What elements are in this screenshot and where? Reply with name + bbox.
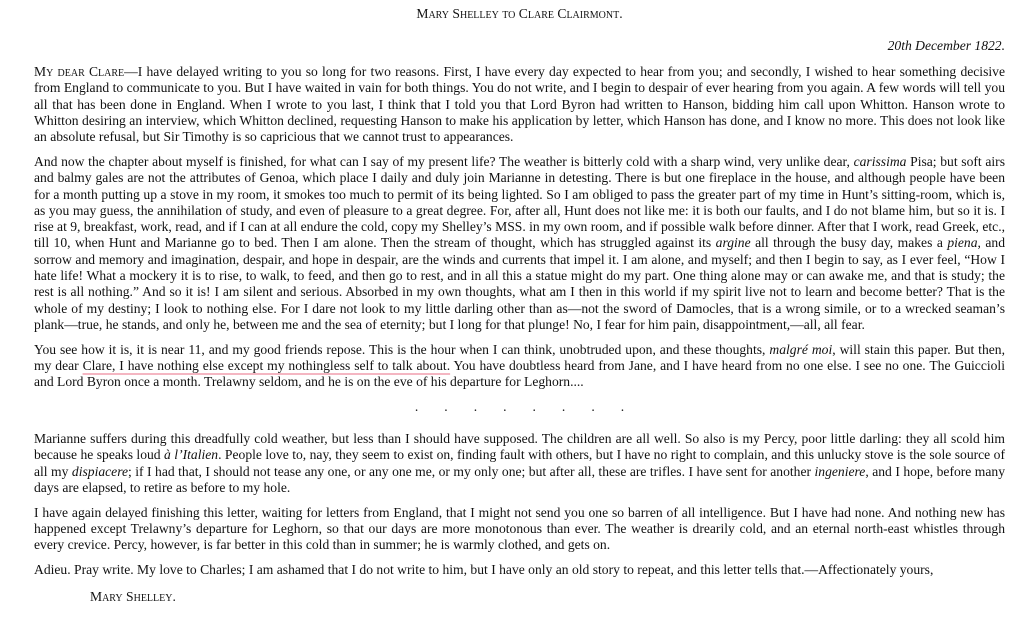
paragraph [34,154,1005,333]
highlighted-text: Clare, I have nothing else except my nothingless self to talk about. [82,358,451,374]
paragraph [34,505,1005,554]
text-run: You see how it is, it is near 11, and my good friends repose. This is the hour when I can think, unobtruded upon, and these thoughts, [34,341,770,357]
text-run: all through the busy day, makes a [750,235,948,251]
separator-dot: . [591,399,595,415]
text-run: You have doubtless heard from Jane, and I have heard from no one else. I see no one. The Guiccioli and Lord Byron once a month. Trelawny seldom, and he is on the eve of his departure for Leghorn.... [34,358,1005,390]
paragraph [34,342,1005,391]
text-run: Pisa; but soft airs and balmy gales are not the attributes of Genoa, which place I daily and duly join Marianne in detesting. There is but one fireplace in the house, and although people have been for a month putting up a stove in my room, it smokes too much to permit of its being lighted. So I am obliged to pass the greater part of my time in Hunt’s sitting-room, which is, as you may guess, the annihilation of study, and even of pleasure to a great degree. For, after all, Hunt does not like me: it is both our faults, and I do not blame him, but so it is. I rise at 9, breakfast, work, read, and if I can at all endure the cold, copy my Shelley’s MSS. in my own room, and if possible walk before dinner. After that I work, read Greek, etc., till 10, when Hunt and Marianne go to bed. Then I am alone. Then the stream of thought, which has struggled against its [34,153,1005,251]
text-run: Adieu. Pray write. My love to Charles; I am ashamed that I do not write to him, but I have only an old story to repeat, and this letter tells that.—Affectionately yours, [34,562,934,578]
italic-text: argine [715,235,751,251]
signature: Mary Shelley. [90,588,176,604]
text-run: And now the chapter about myself is finished, for what can I say of my present life? The weather is bitterly cold with a sharp wind, very unlike dear, [34,153,854,169]
text-run: , and sorrow and memory and imagination, despair, and hope in despair, are the winds and currents that impel it. I am alone, and myself; and then I begin to say, as I ever feel, “How I hate life! What a mockery it is to rise, to walk, to feed, and then go to rest, and in all this a statue might do my part. One thing alone may or can awake me, and that is study; the rest is all nothing.” And so it is! I am silent and serious. Absorbed in my own thoughts, what am I then in this world if my spirit live not to learn and become better? That is the whole of my destiny; I look to nothing else. For I dare not look to my little darling other than as—not the sword of Damocles, that is a wrong simile, or to a wrecked seaman’s plank—true, he stands, and only he, between me and the sea of eternity; but I long for that plunge! No, I fear for him pain, disappointment,—all, all fear. [34,235,1005,332]
paragraph [34,64,1005,145]
text-run: . People love to, nay, they seem to exist on, finding fault with others, but I have no right to complain, and this unlucky stove is the sole source of all my [34,447,1005,479]
separator-dot: . [620,399,625,415]
separator-dot: . [503,399,507,415]
text-run: ; if I had that, I should not tease any one, or any one me, or my only one; but after all, these are trifles. I have sent for another [128,463,815,479]
separator-dot: . [532,399,536,415]
separator-dot: . [414,399,419,415]
italic-text: à l’Italien [164,447,219,463]
text-run: —I have delayed writing to you so long for two reasons. First, I have every day expected to hear from you; and secondly, I wished to hear something decisive from England to communicate to you. But I have waited in vain for both things. You do not write, and I begin to despair of ever hearing from you again. A few words will tell you all that has been done in England. When I wrote to you last, I think that I told you that Lord Byron had written to Hanson, bidding him call upon Whitton. Hanson wrote to Whitton desiring an interview, which Whitton declined, requesting Hanson to make his application by letter, which Hanson has done, and I know no more. This does not look like an absolute refusal, but Sir Timothy is so capricious that we cannot trust to appearances. [34,64,1005,145]
section-separator [34,399,1005,415]
text-run: I have again delayed finishing this letter, waiting for letters from England, that I might not send you one so barren of all intelligence. But I have had none. And nothing new has happened except Trelawny’s departure for Leghorn, so that our days are more monotonous than ever. The weather is drearily cold, and an eternal north-east whistles through every crevice. Percy, however, is far better in this cold than in summer; he is warmly clothed, and gets on. [34,504,1005,553]
separator-dot: . [473,399,478,415]
text-run: , will stain this paper. But then, my dear [34,341,1005,374]
text-run: My dear Clare [34,64,125,79]
letter-body-part-2 [34,431,1005,578]
letter-body-part-1 [34,64,1005,391]
text-run: Marianne suffers during this dreadfully cold weather, but less than I should have supposed. The children are all well. So also is my Percy, poor little darling: they all scold him because he speaks loud [34,431,1005,463]
italic-text: malgré moi [769,341,833,357]
italic-text: dispiacere [71,463,129,479]
paragraph [34,562,1005,578]
letter-title: Mary Shelley to Clare Clairmont. [416,6,623,21]
italic-text: ingeniere [814,463,866,479]
italic-text: piena [947,235,978,251]
letter-date: 20th December 1822. [887,38,1005,53]
italic-text: carissima [853,153,907,169]
separator-dot: . [561,399,566,415]
paragraph [34,431,1005,496]
text-run: , and I hope, before many days are elapsed, to retire as before to my hole. [34,463,1005,496]
separator-dot: . [444,399,448,415]
